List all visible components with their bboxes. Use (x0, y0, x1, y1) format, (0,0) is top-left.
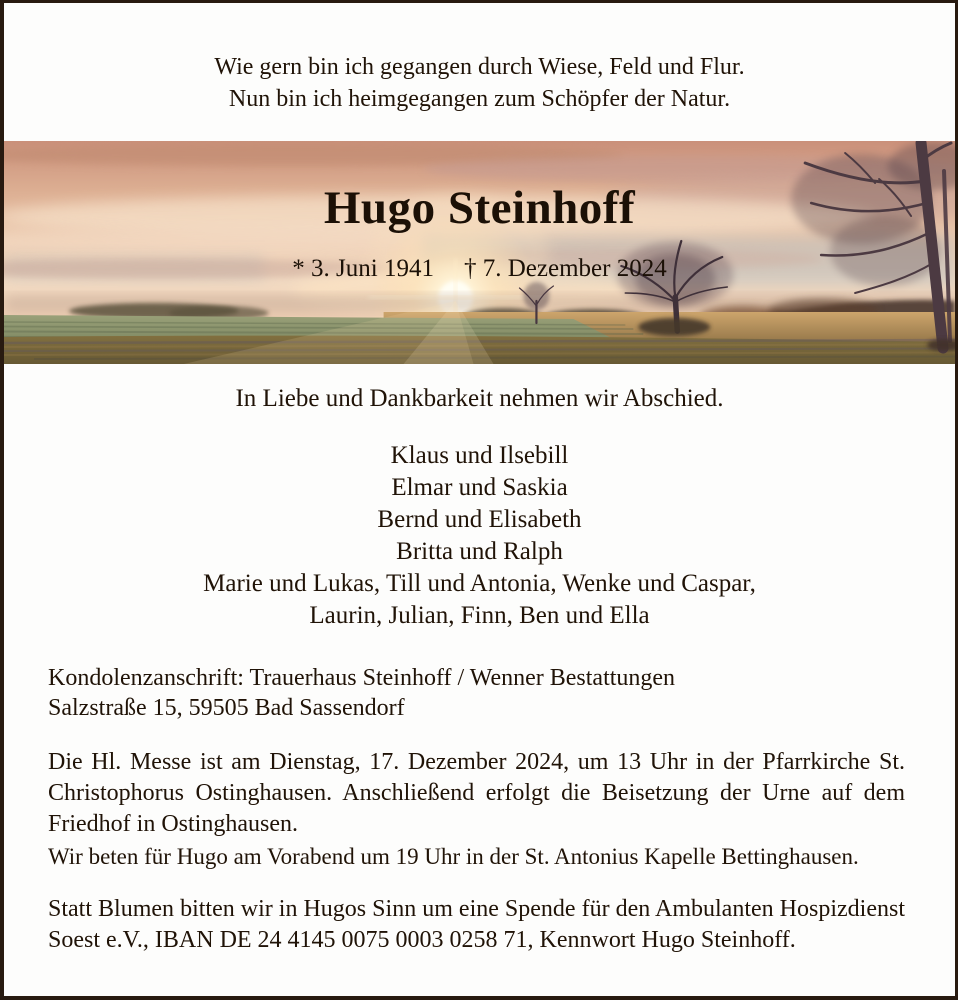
donation-info: Statt Blumen bitten wir in Hugos Sinn um eine Spende für den Ambulanten Hospizdienst Soest e.V., IBAN DE 24 4145 0075 0003 0258 71, Kennwort Hugo Steinhoff. (48, 896, 905, 953)
condolence-line-2: Salzstraße 15, 59505 Bad Sassendorf (48, 695, 405, 721)
service-info: Die Hl. Messe ist am Dienstag, 17. Dezember 2024, um 13 Uhr in der Pfarrkirche St. Christophorus Ostinghausen. Anschließend erfolgt die Beisetzung der Urne auf dem Friedhof in Ostinghausen. (48, 749, 905, 837)
vigil-info: Wir beten für Hugo am Vorabend um 19 Uhr in der St. Antonius Kapelle Bettinghausen. (48, 844, 859, 869)
memorial-verse (4, 51, 955, 115)
verse-line-2: Nun bin ich heimgegangen zum Schöpfer der Natur. (228, 86, 731, 112)
condolence-line-1: Kondolenzanschrift: Trauerhaus Steinhoff / Wenner Bestattungen (48, 665, 676, 691)
verse-line-1: Wie gern bin ich gegangen durch Wiese, Feld und Flur. (214, 54, 745, 80)
deceased-name: Hugo Steinhoff (323, 182, 636, 234)
birth-date: * 3. Juni 1941 (292, 255, 434, 282)
farewell-line: In Liebe und Dankbarkeit nehmen wir Abschied. (235, 385, 724, 412)
landscape-photo (4, 141, 955, 364)
condolence-address (48, 663, 905, 723)
mourner-line: Klaus und Ilsebill (390, 442, 569, 469)
mourner-line: Laurin, Julian, Finn, Ben und Ella (309, 602, 650, 629)
mourner-line: Elmar und Saskia (391, 474, 568, 501)
mourner-line: Britta und Ralph (396, 538, 563, 565)
mourner-line: Marie und Lukas, Till und Antonia, Wenke und Caspar, (203, 570, 756, 597)
mourner-line: Bernd und Elisabeth (377, 506, 582, 533)
mourners-list (4, 440, 955, 632)
sunset-field-illustration (4, 141, 955, 364)
life-dates (4, 255, 955, 283)
death-date: † 7. Dezember 2024 (463, 255, 667, 282)
